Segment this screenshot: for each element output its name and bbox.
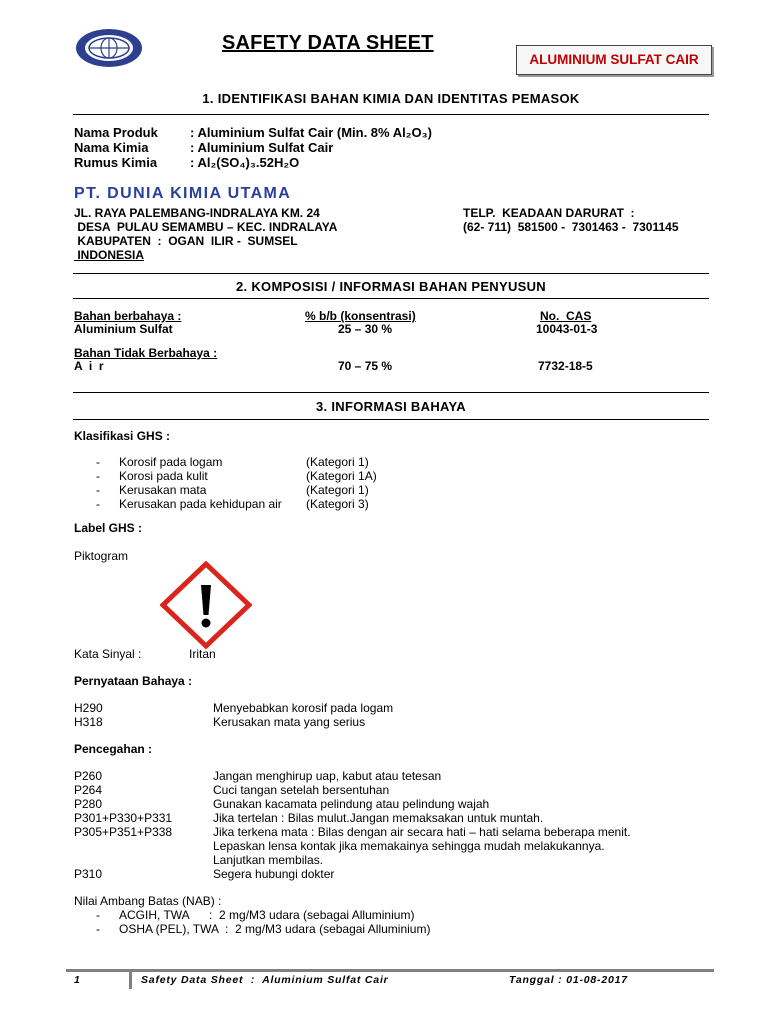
list-dash: - <box>96 922 100 936</box>
signal-word-label: Kata Sinyal : <box>74 647 142 661</box>
ghs-class-label: Klasifikasi GHS : <box>74 429 171 443</box>
row1-name: Aluminium Sulfat <box>74 322 173 336</box>
divider <box>73 392 709 393</box>
address-line-3: KABUPATEN : OGAN ILIR - SUMSEL <box>74 234 298 248</box>
divider <box>73 298 709 299</box>
nab-item: OSHA (PEL), TWA : 2 mg/M3 udara (sebagai Alluminium) <box>119 922 431 936</box>
list-dash: - <box>96 908 100 922</box>
col-conc-header: % b/b (konsentrasi) <box>305 309 416 323</box>
ghs-class-name: Korosi pada kulit <box>119 469 208 483</box>
divider <box>73 273 709 274</box>
prevention-text: Gunakan kacamata pelindung atau pelindung wajah <box>213 797 490 811</box>
emergency-numbers: (62- 711) 581500 - 7301463 - 7301145 <box>463 220 679 234</box>
prevention-code: P260 <box>74 769 103 783</box>
ghs-class-category: (Kategori 1A) <box>306 469 377 483</box>
prevention-code: P301+P330+P331 <box>74 811 173 825</box>
prevention-text: Segera hubungi dokter <box>213 867 335 881</box>
col-hazard-header: Bahan berbahaya : <box>74 309 182 323</box>
exclamation-mark-pictogram-icon <box>160 561 252 649</box>
page-title: SAFETY DATA SHEET <box>222 32 434 54</box>
label-ghs: Label GHS : <box>74 521 143 535</box>
nab-item: ACGIH, TWA : 2 mg/M3 udara (sebagai Alluminium) <box>119 908 415 922</box>
divider <box>73 419 709 420</box>
nama-produk-value: : Aluminium Sulfat Cair (Min. 8% Al₂O₃) <box>190 125 432 140</box>
divider <box>73 114 709 115</box>
address-line-2: DESA PULAU SEMAMBU – KEC. INDRALAYA <box>74 220 338 234</box>
nama-kimia-value: : Aluminium Sulfat Cair <box>190 140 334 155</box>
hazard-code: H318 <box>74 715 103 729</box>
nama-kimia-label: Nama Kimia <box>74 140 149 155</box>
address-line-4: INDONESIA <box>74 248 145 262</box>
hazard-text: Menyebabkan korosif pada logam <box>213 701 394 715</box>
section-1-heading: 1. IDENTIFIKASI BAHAN KIMIA DAN IDENTITAS PEMASOK <box>202 91 580 106</box>
prevention-code: P280 <box>74 797 103 811</box>
section-3-heading: 3. INFORMASI BAHAYA <box>316 399 466 414</box>
row1-cas: 10043-01-3 <box>536 322 598 336</box>
nab-label: Nilai Ambang Batas (NAB) : <box>74 894 222 908</box>
ghs-class-category: (Kategori 3) <box>306 497 369 511</box>
company-logo <box>74 27 144 69</box>
prevention-code: P310 <box>74 867 103 881</box>
footer-separator <box>129 971 132 989</box>
prevention-text: Jangan menghirup uap, kabut atau tetesan <box>213 769 442 783</box>
list-dash: - <box>96 455 100 469</box>
hazard-code: H290 <box>74 701 103 715</box>
row1-conc: 25 – 30 % <box>338 322 393 336</box>
prevention-text: Cuci tangan setelah bersentuhan <box>213 783 390 797</box>
prevention-text: Lepaskan lensa kontak jika memakainya sehingga mudah melakukannya. <box>213 839 605 853</box>
list-dash: - <box>96 469 100 483</box>
non-hazard-label: Bahan Tidak Berbahaya : <box>74 346 218 360</box>
prevention-text: Lanjutkan membilas. <box>213 853 324 867</box>
product-badge: ALUMINIUM SULFAT CAIR <box>516 45 712 75</box>
footer-page-number: 1 <box>74 974 81 986</box>
ghs-class-name: Kerusakan pada kehidupan air <box>119 497 282 511</box>
prevention-text: Jika tertelan : Bilas mulut.Jangan memaksakan untuk muntah. <box>213 811 544 825</box>
ghs-class-category: (Kategori 1) <box>306 455 369 469</box>
section-2-heading: 2. KOMPOSISI / INFORMASI BAHAN PENYUSUN <box>235 279 546 294</box>
prevention-code: P305+P351+P338 <box>74 825 173 839</box>
col-cas-header: No. CAS <box>540 309 592 323</box>
emergency-label: TELP. KEADAAN DARURAT : <box>463 206 635 220</box>
address-line-1: JL. RAYA PALEMBANG-INDRALAYA KM. 24 <box>74 206 320 220</box>
signal-word-value: Iritan <box>189 647 216 661</box>
row2-name: A i r <box>74 359 104 373</box>
hazard-text: Kerusakan mata yang serius <box>213 715 366 729</box>
list-dash: - <box>96 483 100 497</box>
rumus-kimia-label: Rumus Kimia <box>74 155 158 170</box>
prevention-text: Jika terkena mata : Bilas dengan air secara hati – hati selama beberapa menit. <box>213 825 631 839</box>
rumus-kimia-value: : Al₂(SO₄)₃.52H₂O <box>190 155 300 170</box>
row2-cas: 7732-18-5 <box>538 359 593 373</box>
footer-doc-title: Safety Data Sheet : Aluminium Sulfat Cair <box>141 974 389 986</box>
piktogram-label: Piktogram <box>74 549 129 563</box>
prevention-code: P264 <box>74 783 103 797</box>
list-dash: - <box>96 497 100 511</box>
company-name: PT. DUNIA KIMIA UTAMA <box>74 185 292 202</box>
hazard-statements-label: Pernyataan Bahaya : <box>74 674 193 688</box>
nama-produk-label: Nama Produk <box>74 125 158 140</box>
ghs-class-name: Korosif pada logam <box>119 455 223 469</box>
prevention-label: Pencegahan : <box>74 742 153 756</box>
row2-conc: 70 – 75 % <box>338 359 393 373</box>
ghs-class-category: (Kategori 1) <box>306 483 369 497</box>
footer-date: Tanggal : 01-08-2017 <box>509 974 628 986</box>
ghs-class-name: Kerusakan mata <box>119 483 207 497</box>
footer-rule <box>66 969 714 972</box>
